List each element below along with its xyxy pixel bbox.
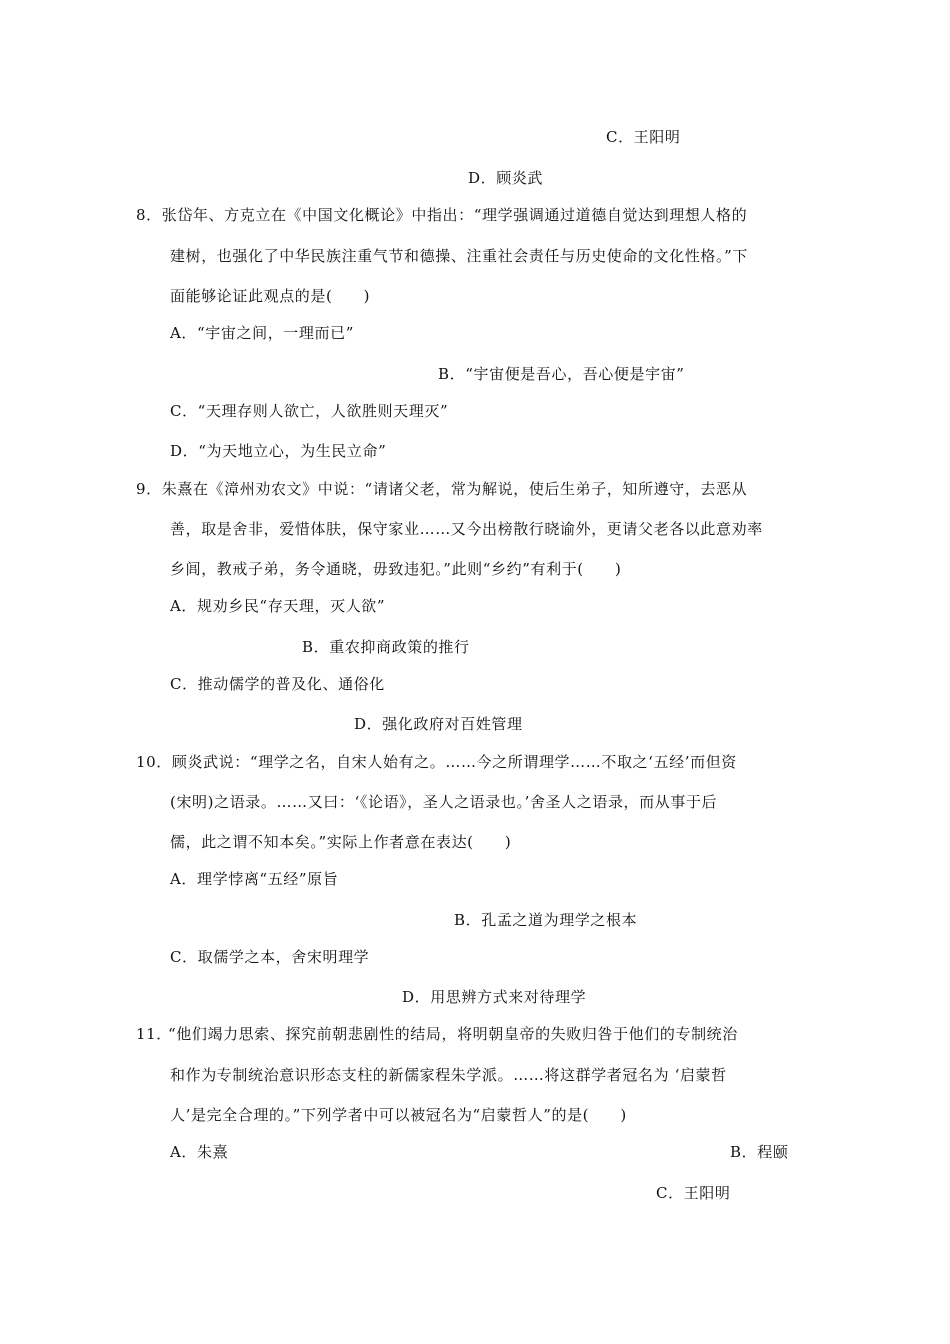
- question-9-stem-line-2: 善，取是舍非，爱惜体肤，保守家业……又今出榜散行晓谕外，更请父老各以此意劝率: [170, 520, 763, 538]
- question-9-option-d: D．强化政府对百姓管理: [354, 715, 523, 733]
- question-8-option-c: C．“天理存则人欲亡，人欲胜则天理灭”: [170, 402, 449, 420]
- question-10-stem-line-2: (宋明)之语录。……又曰：‘《论语》，圣人之语录也。’舍圣人之语录，而从事于后: [170, 793, 718, 811]
- question-9-option-b: B．重农抑商政策的推行: [302, 638, 470, 656]
- question-11-stem-line-3: 人’是完全合理的。”下列学者中可以被冠名为“启蒙哲人”的是( ): [170, 1106, 627, 1124]
- question-11-number: 11．: [136, 1025, 172, 1043]
- question-10-option-b: B．孔孟之道为理学之根本: [454, 911, 638, 929]
- question-10-option-c: C．取儒学之本，舍宋明理学: [170, 948, 370, 966]
- question-8-option-b: B．“宇宙便是吾心，吾心便是宇宙”: [438, 365, 685, 383]
- question-9-stem-line-1: 9．朱熹在《漳州劝农文》中说：“请诸父老，常为解说，使后生弟子，知所遵守，去恶从: [136, 480, 748, 498]
- question-8-option-a: A．“宇宙之间，一理而已”: [170, 324, 354, 342]
- question-8-stem-line-3: 面能够论证此观点的是( ): [170, 287, 371, 305]
- prev-option-d: D．顾炎武: [468, 169, 544, 187]
- question-11-option-b: B．程颐: [730, 1143, 789, 1161]
- question-8-stem-line-2: 建树，也强化了中华民族注重气节和德操、注重社会责任与历史使命的文化性格。”下: [170, 247, 748, 265]
- question-10-stem-line-3: 儒，此之谓不知本矣。”实际上作者意在表达( ): [170, 833, 512, 851]
- question-8-stem-line-1: 8．张岱年、方克立在《中国文化概论》中指出：“理学强调通过道德自觉达到理想人格的: [136, 206, 748, 224]
- question-11-stem-line-2: 和作为专制统治意识形态支柱的新儒家程朱学派。……将这群学者冠名为 ‘启蒙哲: [170, 1066, 727, 1084]
- prev-option-c: C．王阳明: [606, 128, 681, 146]
- question-10-option-a: A．理学悖离“五经”原旨: [170, 870, 339, 888]
- question-9-option-a: A．规劝乡民“存天理，灭人欲”: [170, 597, 386, 615]
- question-9-stem-line-3: 乡闾，教戒子弟，务令通晓，毋致违犯。”此则“乡约”有利于( ): [170, 560, 622, 578]
- question-9-option-c: C．推动儒学的普及化、通俗化: [170, 675, 385, 693]
- question-10-stem-line-1: 10．顾炎武说：“理学之名，自宋人始有之。……今之所谓理学……不取之‘五经’而但资: [136, 753, 737, 771]
- question-8-option-d: D．“为天地立心，为生民立命”: [170, 442, 387, 460]
- question-11-stem-line-1: “他们竭力思索、探究前朝悲剧性的结局，将明朝皇帝的失败归咎于他们的专制统治: [168, 1025, 738, 1043]
- question-11-option-c: C．王阳明: [656, 1184, 731, 1202]
- question-10-option-d: D．用思辨方式来对待理学: [402, 988, 587, 1006]
- question-11-option-a: A．朱熹: [170, 1143, 229, 1161]
